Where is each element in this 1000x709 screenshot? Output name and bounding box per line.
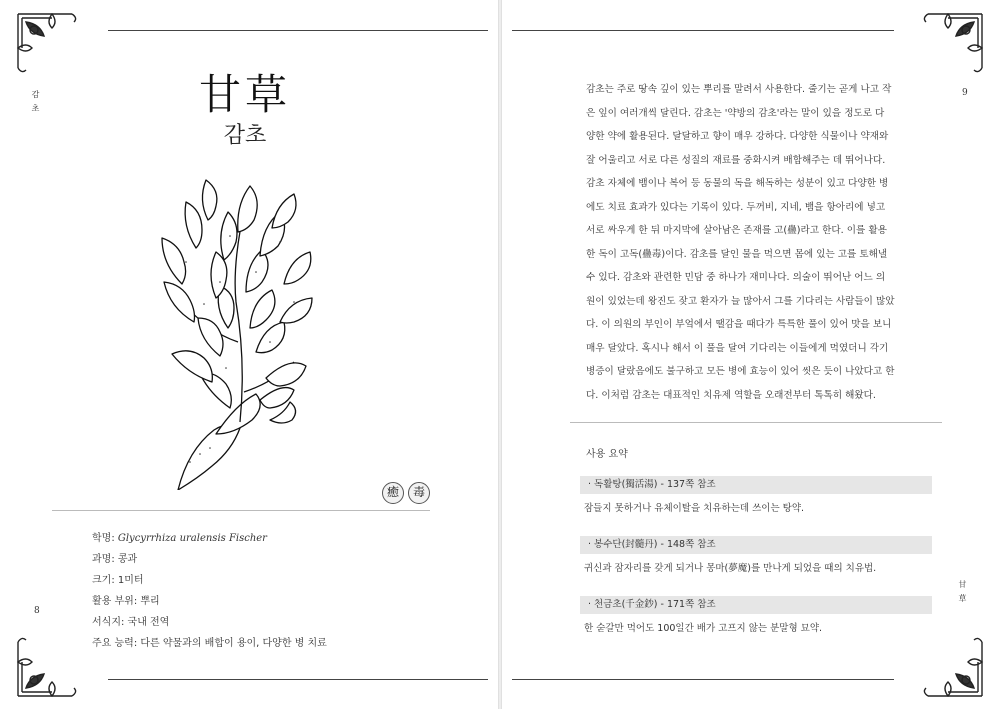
info-ability: 주요 능력: 다른 약물과의 배합이 용이, 다양한 병 치료 <box>92 638 327 649</box>
corner-ornament-icon <box>12 8 92 88</box>
top-rule-left <box>108 30 488 31</box>
book-gutter <box>498 0 502 709</box>
info-scientific-name <box>92 528 327 549</box>
bottom-rule-right <box>512 679 894 680</box>
reference-head: · 독활탕(獨活湯) - 137쪽 참조 <box>580 476 932 494</box>
licorice-plant-illustration <box>120 172 360 490</box>
reference-desc: 귀신과 잠자리를 갖게 되거나 몽마(夢魔)를 만나게 되었을 때의 치유법. <box>584 563 877 574</box>
body-line: 수 있다. 감초와 관련한 민담 중 하나가 재미나다. 의술이 뛰어난 어느 의 <box>586 272 886 283</box>
body-line: 매우 달았다. 혹시나 해서 이 풀을 달여 기다리는 이들에게 먹였더니 각기 <box>586 342 889 354</box>
seal-poison-icon: 毒 <box>408 482 430 504</box>
body-line: 감초는 주로 땅속 깊이 있는 뿌리를 말려서 사용한다. 줄기는 곧게 나고 작 <box>586 84 892 95</box>
reference-item <box>580 596 932 634</box>
body-line: 다. 이 의원의 부인이 부엌에서 땔감을 때다가 특특한 풀이 있어 맛을 보니 <box>586 319 892 330</box>
top-rule-right <box>512 30 894 31</box>
reference-head: · 천금초(千金鈔) - 171쪽 참조 <box>580 596 932 614</box>
body-text <box>586 78 938 407</box>
bottom-rule-left <box>108 679 488 680</box>
left-divider <box>52 510 430 511</box>
corner-ornament-icon <box>908 8 988 88</box>
corner-ornament-icon <box>12 622 92 702</box>
corner-ornament-icon <box>908 622 988 702</box>
body-line: 잘 어울리고 서로 다른 성질의 재료를 중화시켜 배합해주는 데 뛰어나다. <box>586 154 886 166</box>
reference-item <box>580 536 932 574</box>
left-page-number: 8 <box>34 606 40 616</box>
body-line: 양한 약에 활용된다. 달달하고 향이 매우 강하다. 다양한 식물이나 약재와 <box>586 131 889 142</box>
seal-heal-icon: 癒 <box>382 482 404 504</box>
right-divider <box>570 422 942 423</box>
info-family: 과명: 콩과 <box>92 554 138 565</box>
reference-head: · 봉수단(封髓丹) - 148쪽 참조 <box>580 536 932 554</box>
reference-item <box>580 476 932 514</box>
reference-desc: 잠들지 못하거나 유체이탈을 치유하는데 쓰이는 탕약. <box>584 503 805 514</box>
body-line: 감초 자체에 뱀이나 복어 등 동물의 독을 해독하는 성분이 있고 다양한 병 <box>586 178 889 189</box>
body-line: 원이 있었는데 왕진도 잦고 환자가 늘 많아서 그를 기다리는 사람들이 많았 <box>586 295 895 307</box>
info-part: 활용 부위: 뿌리 <box>92 596 160 607</box>
reference-desc: 한 숟갈만 먹어도 100일간 배가 고프지 않는 분말형 묘약. <box>584 623 823 634</box>
info-habitat: 서식지: 국내 전역 <box>92 617 170 628</box>
summary-title: 사용 요약 <box>586 449 628 460</box>
info-size: 크기: 1미터 <box>92 575 144 586</box>
body-line: 병증이 달랐음에도 불구하고 모든 병에 효능이 있어 씻은 듯이 나았다고 한 <box>586 366 895 377</box>
title-hanja: 甘草 <box>198 70 291 119</box>
right-side-label: 甘草 <box>958 580 967 608</box>
body-line: 은 잎이 여러개씩 달린다. 감초는 '약방의 감초'라는 말이 있을 정도로 다 <box>586 107 885 119</box>
body-line: 한 독이 고독(蠱毒)이다. 감초를 달인 물을 먹으면 몸에 있는 고를 토해낼 <box>586 248 888 260</box>
left-side-label: 감초 <box>31 90 40 118</box>
body-line: 에도 치료 효과가 있다는 기록이 있다. 두꺼비, 지네, 뱀을 항아리에 넣고 <box>586 201 886 213</box>
scientific-name: Glycyrrhiza uralensis Fischer <box>117 533 267 544</box>
herb-info <box>92 528 327 654</box>
title-hangul: 감초 <box>223 123 267 148</box>
body-line: 다. 이처럼 감초는 대표적인 치유제 역할을 오래전부터 톡톡히 해왔다. <box>586 389 876 401</box>
scientific-label: 학명: <box>92 533 118 544</box>
body-line: 서로 싸우게 한 뒤 마지막에 살아남은 존재를 고(蠱)라고 한다. 이를 활용 <box>586 225 887 236</box>
right-page-number: 9 <box>962 88 968 98</box>
